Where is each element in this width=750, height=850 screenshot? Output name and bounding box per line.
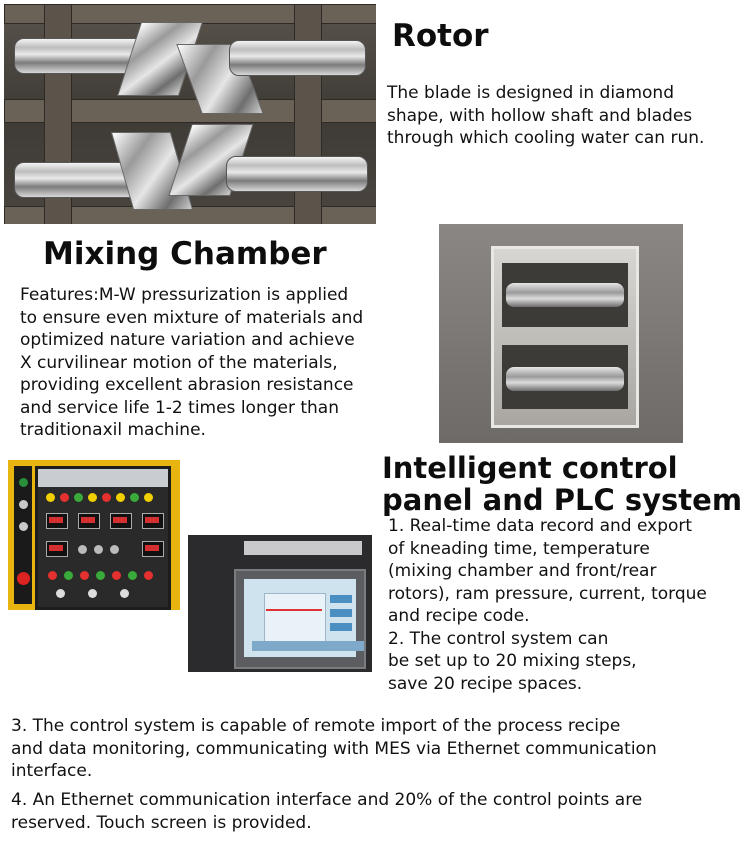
rotor-description: The blade is designed in diamond shape, with hollow shaft and blades through which cooling water can run. [387, 83, 705, 148]
control-system-title: Intelligent control panel and PLC system [382, 451, 743, 517]
mixing-chamber-description: Features:M-W pressurization is applied to ensure even mixture of materials and optimized nature variation and achieve X curvilinear motion of the materials, providing excellent abrasion resistance and service life 1-2 times longer than traditionaxil machine. [20, 285, 364, 440]
control-panel-photo [8, 460, 180, 610]
mixing-chamber-title: Mixing Chamber [43, 236, 327, 272]
mixing-chamber-photo [439, 224, 683, 443]
control-point-3: 3. The control system is capable of remote import of the process recipe and data monitoring, communicating with MES via Ethernet communication interface. [11, 716, 657, 781]
control-point-4: 4. An Ethernet communication interface and 20% of the control points are reserved. Touch screen is provided. [11, 790, 643, 833]
rotor-photo [4, 4, 376, 224]
rotor-title: Rotor [392, 18, 489, 54]
control-points-1-2: 1. Real-time data record and export of kneading time, temperature (mixing chamber and front/rear rotors), ram pressure, current, torque and recipe code. 2. The control system can be set up to 20 mixing steps, save 20 recipe spaces. [388, 516, 707, 694]
plc-touchscreen-photo [188, 535, 372, 672]
